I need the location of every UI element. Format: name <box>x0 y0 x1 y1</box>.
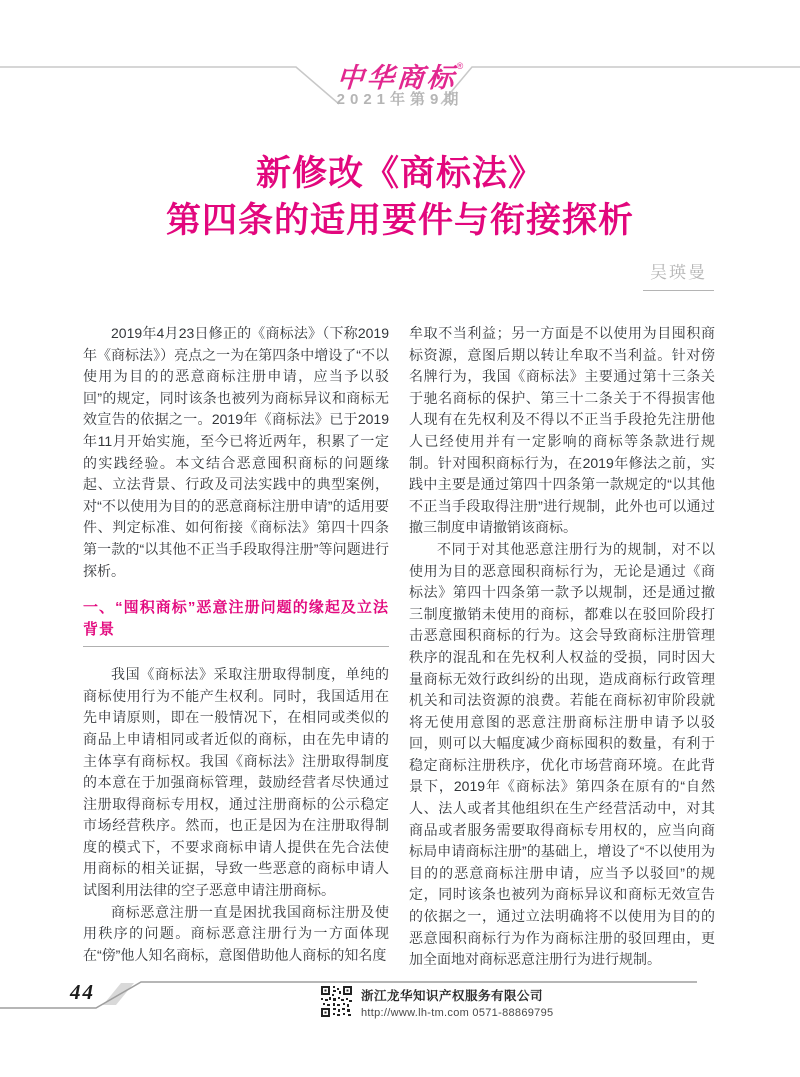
author-row <box>0 258 800 291</box>
section-heading: 一、“囤积商标”恶意注册问题的缘起及立法背景 <box>83 599 389 639</box>
publisher-company: 浙江龙华知识产权服务有限公司 <box>361 989 544 1003</box>
right-column <box>409 323 715 971</box>
article-title-line1: 新修改《商标法》 <box>255 154 544 193</box>
masthead <box>0 0 800 120</box>
left-column <box>83 323 389 971</box>
article-body <box>83 323 715 971</box>
page-number: 44 <box>70 980 95 1004</box>
paragraph: 商标恶意注册一直是困扰我国商标注册及使用秩序的问题。商标恶意注册行为一方面体现在“傍”他人知名商标，意图借助他人商标的知名度 <box>83 903 389 963</box>
section-rule <box>83 646 389 647</box>
publisher-text <box>361 986 553 1019</box>
author-name: 吴瑛曼 <box>643 258 714 291</box>
paragraph-continued: 牟取不当利益；另一方面是不以使用为目囤积商标资源，意图后期以转让牟取不当利益。针对傍名牌行为，我国《商标法》主要通过第十三条关于驰名商标的保护、第三十二条关于不得损害他人现有在先权利及不得以不正当手段抢先注册他人已经使用并有一定影响的商标等条款进行规制。针对囤积商标行为，在2019年修法之前，实践中主要是通过第四十四条第一款规定的“以其他不正当手段取得注册”进行规制，此外也可以通过撤三制度申请撤销该商标。 <box>409 325 715 536</box>
registered-trademark-symbol: ® <box>456 61 464 71</box>
publisher-block <box>321 986 553 1019</box>
article-title-line2: 第四条的适用要件与衔接探析 <box>165 201 634 240</box>
paragraph: 不同于对其他恶意注册行为的规制，对不以使用为目的恶意囤积商标行为，无论是通过《商标法》第四十四条第一款予以规制，还是通过撤三制度撤销未使用的商标，都难以在驳回阶段打击恶意囤积商标的行为。这会导致商标注册管理秩序的混乱和在先权利人权益的受损，同时因大量商标无效行政纠纷的出现，造成商标行政管理机关和司法资源的浪费。若能在商标初审阶段就将无使用意图的恶意注册商标注册申请予以驳回，则可以大幅度减少商标囤积的数量，有利于稳定商标注册秩序，优化市场营商环境。在此背景下，2019年《商标法》第四条在原有的“自然人、法人或者其他组织在生产经营活动中，对其商品或者服务需要取得商标专用权的，应当向商标局申请商标注册”的基础上，增设了“不以使用为目的的恶意商标注册申请，应当予以驳回”的规定，同时该条也被列为商标异议和商标无效宣告的依据之一，通过立法明确将不以使用为目的的恶意囤积商标行为作为商标注册的驳回理由，更加全面地对商标恶意注册行为进行规制。 <box>409 540 715 968</box>
journal-logo: 中华商标 <box>335 63 458 93</box>
publisher-contact: http://www.lh-tm.com 0571-88869795 <box>361 1007 554 1019</box>
paragraph: 我国《商标法》采取注册取得制度，单纯的商标使用行为不能产生权利。同时，我国适用在先申请原则，即在一般情况下，在相同或类似的商品上申请相同或者近似的商标，由在先申请的主体享有商标权。我国《商标法》注册取得制度的本意在于加强商标管理，鼓励经营者尽快通过注册取得商标专用权，通过注册商标的公示稳定市场经营秩序。然而，也正是因为在注册取得制度的模式下，不要求商标申请人提供在先合法使用商标的相关证据，导致一些恶意的商标申请人试图利用法律的空子恶意申请注册商标。 <box>83 666 389 899</box>
qr-code-icon <box>321 986 352 1017</box>
issue-number: 2021年第9期 <box>336 91 464 108</box>
paragraph-intro: 2019年4月23日修正的《商标法》（下称2019年《商标法》）亮点之一为在第四条中增设了“不以使用为目的的恶意商标注册申请，应当予以驳回”的规定，同时该条也被列为商标异议和商标无效宣告的依据之一。2019年《商标法》已于2019年11月开始实施，至今已将近两年，积累了一定的实践经验。本文结合恶意囤积商标的问题缘起、立法背景、行政及司法实践中的典型案例，对“不以使用为目的的恶意商标注册申请”的适用要件、判定标准、如何衔接《商标法》第四十四条第一款的“以其他不正当手段取得注册”等问题进行探析。 <box>83 325 389 579</box>
